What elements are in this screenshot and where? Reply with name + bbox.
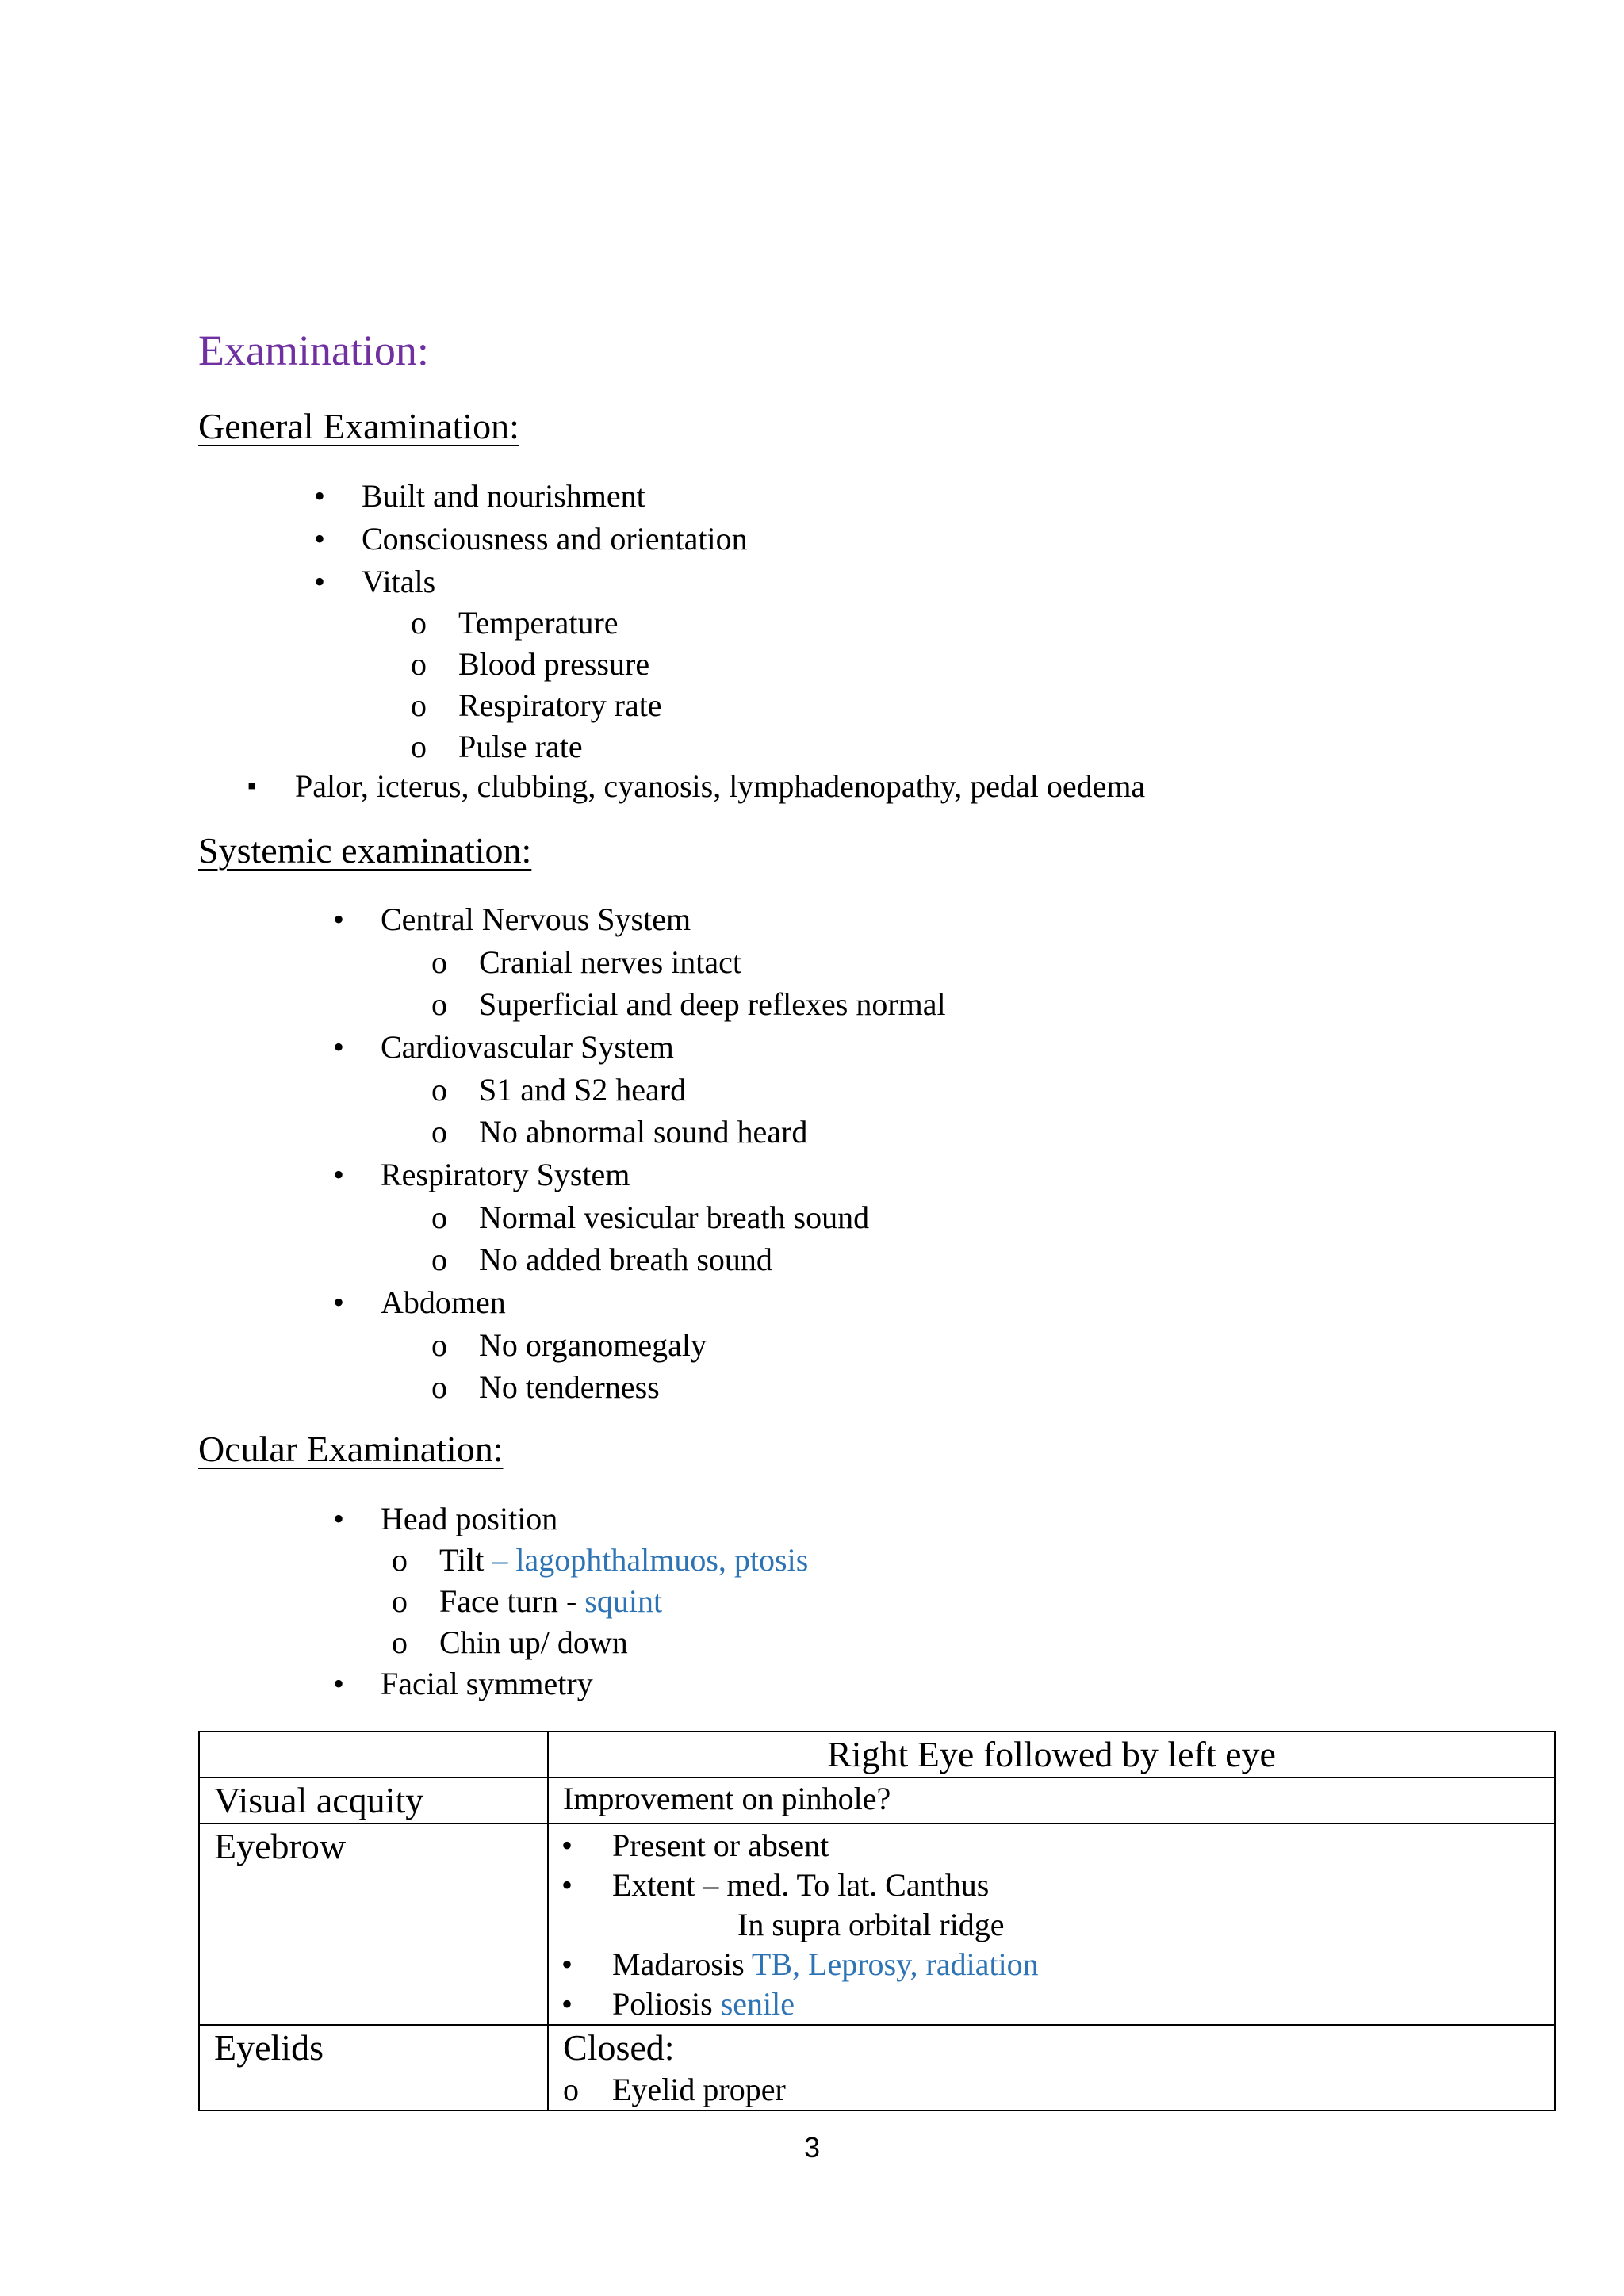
page-number: 3 xyxy=(803,2131,821,2164)
sub-list-item: Superficial and deep reflexes normal xyxy=(479,986,946,1022)
square-marker: ▪ xyxy=(247,773,256,799)
eyelids-cell xyxy=(548,2025,1555,2110)
circle-marker: o xyxy=(431,944,447,980)
face-turn-label: Face turn - xyxy=(439,1583,585,1619)
table-header-row xyxy=(199,1732,1555,1777)
tilt-note: – lagophthalmuos, ptosis xyxy=(484,1542,809,1578)
sub-list-item: No tenderness xyxy=(479,1369,660,1405)
bullet-marker: • xyxy=(333,1284,345,1320)
bullet-marker: • xyxy=(333,1501,345,1536)
list-item: Cardiovascular System xyxy=(381,1029,674,1065)
sub-list-item: No abnormal sound heard xyxy=(479,1114,808,1150)
circle-marker: o xyxy=(431,986,447,1022)
circle-marker: o xyxy=(431,1369,447,1405)
list-item: Abdomen xyxy=(381,1284,506,1320)
eye-examination-table xyxy=(198,1731,1556,2111)
eyebrow-cell xyxy=(548,1823,1555,2025)
bullet-marker: • xyxy=(561,1986,573,2022)
bullet-marker: • xyxy=(333,901,345,937)
sub-list-item xyxy=(439,1540,808,1581)
eyelids-label: Eyelids xyxy=(199,2025,548,2110)
list-item: Consciousness and orientation xyxy=(362,521,748,557)
systemic-examination-heading: Systemic examination: xyxy=(198,830,532,871)
list-item: Vitals xyxy=(362,564,436,599)
circle-marker: o xyxy=(431,1072,447,1108)
circle-marker: o xyxy=(431,1114,447,1150)
list-item: • Extent – med. To lat. Canthus xyxy=(549,1866,1554,1905)
circle-marker: o xyxy=(392,1542,408,1578)
sub-list-item: Blood pressure xyxy=(458,646,650,682)
bullet-marker: • xyxy=(333,1666,345,1701)
list-item: Built and nourishment xyxy=(362,478,645,514)
bullet-marker: • xyxy=(333,1029,345,1065)
sub-list-item: Pulse rate xyxy=(458,729,583,764)
bullet-marker: • xyxy=(561,1867,573,1903)
visual-acuity-value: Improvement on pinhole? xyxy=(548,1777,1555,1823)
circle-marker: o xyxy=(392,1583,408,1619)
circle-marker: o xyxy=(392,1624,408,1660)
list-item: Facial symmetry xyxy=(381,1666,593,1701)
bullet-marker: • xyxy=(333,1157,345,1192)
circle-marker: o xyxy=(411,646,427,682)
sub-list-item: Temperature xyxy=(458,605,619,641)
table-header-cell: Right Eye followed by left eye xyxy=(548,1732,1555,1777)
bullet-marker: • xyxy=(561,1827,573,1863)
sub-list-item xyxy=(439,1581,662,1622)
sub-list-item: S1 and S2 heard xyxy=(479,1072,687,1108)
list-item-continuation: In supra orbital ridge xyxy=(737,1907,1005,1942)
circle-marker: o xyxy=(411,687,427,723)
table-row xyxy=(199,1777,1555,1823)
sub-list-item: Cranial nerves intact xyxy=(479,944,741,980)
page-title: Examination: xyxy=(198,327,429,374)
bullet-marker: • xyxy=(561,1946,573,1982)
circle-marker: o xyxy=(431,1327,447,1363)
poliosis-note: senile xyxy=(720,1986,795,2022)
circle-marker: o xyxy=(563,2072,579,2107)
bullet-marker: • xyxy=(314,564,326,599)
table-header-empty-cell xyxy=(199,1732,548,1777)
sub-list-item: Chin up/ down xyxy=(439,1624,628,1660)
general-examination-heading: General Examination: xyxy=(198,406,519,446)
table-row xyxy=(199,1823,1555,2025)
face-turn-note: squint xyxy=(584,1583,663,1619)
sub-list-item: Respiratory rate xyxy=(458,687,662,723)
list-item: Central Nervous System xyxy=(381,901,691,937)
eyebrow-list xyxy=(549,1824,1554,2024)
list-item: • Poliosis senile xyxy=(549,1984,1554,2024)
eyelids-closed-label: Closed: xyxy=(563,2027,675,2068)
sub-list-item: No added breath sound xyxy=(479,1242,772,1277)
ocular-examination-heading: Ocular Examination: xyxy=(198,1429,504,1469)
circle-marker: o xyxy=(431,1200,447,1235)
tilt-label: Tilt xyxy=(439,1542,485,1578)
table-row xyxy=(199,2025,1555,2110)
list-item: • Present or absent xyxy=(549,1826,1554,1866)
circle-marker: o xyxy=(411,729,427,764)
madarosis-note: TB, Leprosy, radiation xyxy=(751,1946,1039,1982)
eyebrow-label: Eyebrow xyxy=(199,1823,548,2025)
list-item: Head position xyxy=(381,1501,558,1536)
circle-marker: o xyxy=(411,605,427,641)
bullet-marker: • xyxy=(314,521,326,557)
list-item: o Eyelid proper xyxy=(549,2070,1554,2110)
list-item: Respiratory System xyxy=(381,1157,630,1192)
visual-acuity-label: Visual acquity xyxy=(199,1777,548,1823)
bullet-marker: • xyxy=(314,478,326,514)
circle-marker: o xyxy=(431,1242,447,1277)
sub-list-item: Normal vesicular breath sound xyxy=(479,1200,870,1235)
list-item: • Madarosis TB, Leprosy, radiation xyxy=(549,1945,1554,1984)
list-item: Palor, icterus, clubbing, cyanosis, lymphadenopathy, pedal oedema xyxy=(295,768,1146,804)
sub-list-item: No organomegaly xyxy=(479,1327,707,1363)
